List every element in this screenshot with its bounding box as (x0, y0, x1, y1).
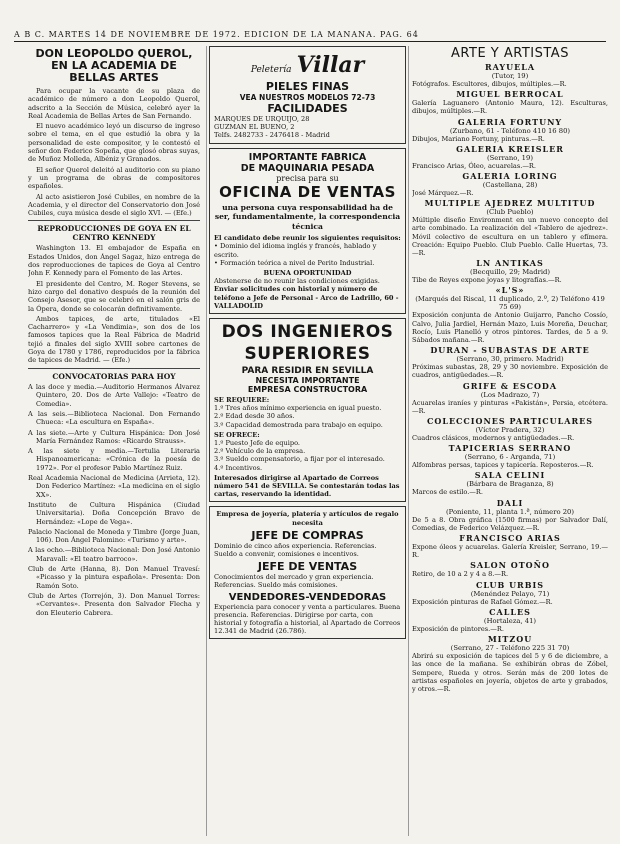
gallery-listing (412, 346, 608, 379)
gallery-listing (412, 145, 608, 170)
ad2-l3: PARA RESIDIR EN SEVILLA (241, 365, 374, 376)
ad1-l1: IMPORTANTE FABRICA (248, 151, 367, 163)
gallery-listing (412, 581, 608, 606)
gallery-address: (Club Pueblo) (486, 208, 534, 217)
fur-line6: Telfs. 2482733 - 2476418 - Madrid (214, 131, 330, 140)
gallery-text: Cuadros clásicos, modernos y antigüedades.—R. (412, 434, 575, 443)
fur-line5: GUZMAN EL BUENO, 2 (214, 123, 295, 132)
gallery-address: (Bárbara de Braganza, 8) (466, 480, 554, 489)
gallery-name: LN ANTIKAS (476, 258, 544, 269)
text-item: Real Academia Nacional de Medicina (Arrieta, 12). Don Federico Martínez: «La medicina en el siglo XX». (28, 474, 200, 499)
gallery-text: Próximas subastas, 28, 29 y 30 noviembre. Exposición de cuadros, antigüedades.—R. (412, 363, 608, 380)
gallery-text: José Márquez.—R. (412, 189, 474, 198)
divider (28, 368, 200, 369)
fur-line3: FACILIDADES (267, 102, 348, 115)
ad1-l4: OFICINA DE VENTAS (219, 182, 396, 201)
gallery-listing (412, 534, 608, 559)
ad1-l3: precisa para su (276, 173, 339, 183)
gallery-text: Marcos de estilo.—R. (412, 488, 483, 497)
text-item: Para ocupar la vacante de su plaza de académico de número a don Leopoldo Querol, adscrito a la Sección de Música, celebró ayer la Real Academia de Bellas Artes de San Fernando. (28, 87, 200, 120)
gallery-text: Exposición conjunta de Antonio Guijarro, Pancho Cossío, Calvo, Julia Jardiel, Hernán Mazo, Luis Moreña, Deuchar, Rocío, Luis Planelló y otros pintores. Tardes, de 5 a 9. Sábados mañana.—R. (412, 311, 608, 345)
ad3-l2: JEFE DE VENTAS (257, 560, 358, 574)
text-item: Instituto de Cultura Hispánica (Ciudad Universitaria). Doña Concepción Bravo de Hernández: «Lope de Vega». (28, 500, 200, 526)
gallery-name: GALERIA FORTUNY (457, 116, 563, 127)
gallery-name: DURAN - SUBASTAS DE ARTE (430, 345, 590, 356)
gallery-text: Retiro, de 10 a 2 y 4 a 8.—R. (412, 570, 509, 579)
engineers-ad (209, 318, 406, 502)
text-item: 3.º Capacidad demostrada para trabajo en equipo. (214, 420, 383, 429)
gallery-address: (Serrano, 27 - Teléfono 225 31 70) (450, 644, 570, 653)
fur-line1: PIELES FINAS (265, 80, 350, 93)
gallery-address: (Hortaleza, 41) (483, 616, 537, 625)
gallery-address: (Serrano, 30, primero. Madrid) (456, 355, 564, 364)
text-item: El nuevo académico leyó un discurso de ingreso sobre el tema, en el que estudió la obra y la personalidad de este compositor, y le contestó el señor don Federico Sopeña, que glosó obras suyas, de Muñoz Molleda, Albéniz y Granados. (28, 122, 200, 164)
gallery-listing (412, 382, 608, 415)
gallery-address: (Víctor Pradera, 32) (475, 426, 545, 435)
querol-article (28, 87, 200, 217)
gallery-listing (412, 471, 608, 496)
ad1-oferta-title: BUENA OPORTUNIDAD (263, 268, 352, 277)
gallery-name: TAPICERIAS SERRANO (448, 443, 572, 454)
ad2-contact: Interesados dirigirse al Apartado de Correos número 541 de SEVILLA. Se contestarán todas las cartas, reservando la identidad. (214, 473, 400, 499)
text-item: Club de Arte (Hanna, 8). Don Manuel Travesí: «Picasso y la pintura española». Presenta: Don Ramón Soto. (28, 565, 200, 590)
text-item: Club de Artes (Torrejón, 3). Don Manuel Torres: «Cervantes». Presenta don Salvador Flecha y don Eleuterio Cabrera. (28, 591, 200, 617)
text-item: • Formación teórica a nivel de Perito Industrial. (214, 258, 375, 267)
gallery-listing (412, 608, 608, 633)
galleries-list (412, 63, 608, 693)
gallery-text: De 5 a 8. Obra gráfica (1500 firmas) por Salvador Dalí, Comedias, de Federico Velázquez.—R. (412, 515, 608, 532)
column-ads (206, 46, 409, 836)
headline-goya: REPRODUCCIONES DE GOYA EN EL CENTRO KENNEDY (37, 224, 191, 242)
text-item: Palacio Nacional de Moneda y Timbre (Jorge Juan, 106). Don Ángel Palomino: «Turismo y arte». (28, 527, 200, 545)
gallery-name: GRIFE & ESCODA (462, 380, 558, 391)
gallery-text: Exposición pinturas de Rafael Gómez.—R. (412, 597, 553, 606)
gallery-name: GALERIA KREISLER (456, 143, 564, 154)
headline-querol: DON LEOPOLDO QUEROL, EN LA ACADEMIA DE BELLAS ARTES (35, 47, 193, 84)
fur-line2: VEA NUESTROS MODELOS 72-73 (239, 93, 376, 102)
gallery-address: (Menéndez Pelayo, 71) (470, 589, 550, 598)
text-item: 2.º Edad desde 30 años. (214, 412, 295, 421)
ad1-reqs (214, 242, 401, 267)
gallery-text: Alfombras persas, tapices y tapicería. Reposteros.—R. (412, 461, 594, 470)
ad3-t1: Dominio de cinco años experiencia. Referencias. Sueldo a convenir, comisiones e incentivos. (214, 541, 377, 558)
text-item: El presidente del Centro, M. Roger Stevens, se hizo cargo del donativo después de la reunión del Consejo Asesor, que se celebró en el salón gris de la Ópera, donde se colocarán definitivamente. (28, 279, 200, 313)
gallery-address: (Tutor, 19) (491, 72, 529, 80)
gallery-listing (412, 635, 608, 693)
text-item: Ambos tapices, de arte, titulados «El Cacharrero» y «La Vendimia», son dos de los famosos tapices que la Real Fábrica de Madrid tejió a finales del siglo XVIII sobre cartones de Goya de 1780 y 1786, reproducidos por la fábrica de tapices de Madrid. — (Efe.) (28, 314, 200, 365)
text-item: Washington 13. El embajador de España en Estados Unidos, don Ángel Sagaz, hizo entrega de dos reproducciones de tapices de Goya al Centro John F. Kennedy para el Fomento de las Artes. (28, 244, 200, 278)
gallery-address: (Becquillo, 29; Madrid) (469, 268, 551, 277)
text-item: 1.º Puesto Jefe de equipo. (214, 438, 301, 447)
gallery-listing (412, 63, 608, 88)
text-item: 3.º Sueldo compensatorio, a fijar por el interesado. (214, 455, 385, 464)
ad2-reqs (214, 404, 401, 429)
gallery-name: CLUB URBIS (476, 579, 544, 590)
gallery-address: (Serrano, 19) (487, 153, 533, 162)
gallery-name: MIGUEL BERROCAL (456, 89, 564, 100)
gallery-name: SALA CELINI (474, 470, 546, 481)
gallery-listing (412, 286, 608, 344)
text-item: Al acto asistieron José Cubiles, en nombre de la Academia, y el director del Conservatorio don José Cubiles, cuya música desde el siglo XVI. — (Efe.) (28, 192, 200, 218)
machinery-ad (209, 148, 406, 314)
gallery-text: Múltiple diseño Environment en un nuevo concepto del arte combinado. La realización del «Tablero de ajedrez». Móvil colectivo de escultura en un tablero y efímera. Creación: Equipo Pueblo. Club Pueblo. Calle Huertas, 73.—R. (412, 216, 608, 258)
gallery-text: Abrirá su exposición de tapices del 5 y 6 de diciembre, a las once de la mañana. Se exhibirán obras de Zóbel, Sempere, Rueda y otros. Serán más de 200 lotes de artistas españoles en joyería, objetos de arte y grabados, y otros.—R. (412, 652, 608, 693)
ad3-l3: VENDEDORES-VENDEDORAS (228, 591, 387, 603)
gallery-name: «L'S» (495, 285, 525, 296)
fur-brand-top: Peletería (250, 65, 292, 75)
gallery-listing (412, 417, 608, 442)
gallery-name: DALI (496, 497, 524, 508)
gallery-address: (Los Madrazo, 7) (480, 390, 540, 399)
ad2-l4: NECESITA IMPORTANTE (255, 375, 360, 385)
gallery-address: (Poniente, 11, planta 1.ª, número 20) (446, 507, 574, 516)
goya-article (28, 244, 200, 364)
gallery-listing (412, 499, 608, 532)
gallery-name: COLECCIONES PARTICULARES (426, 416, 594, 427)
gallery-address: (Castellana, 28) (482, 181, 538, 190)
gallery-text: Francisco Arias, Óleo, acuarelas.—R. (412, 161, 536, 170)
gallery-name: GALERIA LORING (462, 171, 558, 182)
fur-line4: MARQUES DE URQUIJO, 28 (214, 115, 310, 123)
gallery-listing (412, 444, 608, 469)
gallery-name: FRANCISCO ARIAS (459, 533, 561, 544)
gallery-text: Tibe de Reyes expone joyas y litografías.—R. (412, 276, 562, 285)
text-item: 4.º Incentivos. (214, 463, 263, 472)
column-arte (412, 46, 608, 836)
page-header: A B C. MARTES 14 DE NOVIEMBRE DE 1972. EDICION DE LA MAÑANA. PAG. 64 (14, 30, 606, 42)
gallery-listing (412, 172, 608, 197)
ad2-of-title: SE OFRECE: (214, 430, 260, 439)
ad2-l2: SUPERIORES (244, 343, 371, 364)
ad1-oferta: Abstenerse de no reunir las condiciones exigidas. (214, 277, 380, 286)
ad3-t3: Experiencia para conocer y venta a particulares. Buena presencia. Referencias. Dirigirse por carta, con historial y fotografía a historial, al Apartado de Correos 12.341 de Madrid (26.786). (214, 602, 401, 636)
gallery-name: RAYUELA (484, 62, 536, 72)
gallery-listing (412, 561, 608, 578)
gallery-text: Acuarelas iraníes y pinturas «Pakistán», Persia, etcétera.—R. (412, 398, 608, 415)
text-item: A las siete y media.—Tertulia Literaria Hispanoamericana: «Crónica de la poesía de 1972». Por el profesor Pablo Martínez Ruiz. (28, 447, 200, 472)
column-news (28, 46, 200, 836)
text-item: A las doce y media.—Auditorio Hermanos Álvarez Quintero, 20. Dos de Arte Vallejo: «Teatro de Comedia». (28, 383, 200, 408)
ad1-l2: DE MAQUINARIA PESADA (240, 162, 375, 174)
gallery-text: Galería Laguanero (Antonio Maura, 12). Esculturas, dibujos, múltiples.—R. (412, 99, 608, 116)
text-item: El señor Querol deleitó al auditorio con su piano y un programa de obras de compositores españoles. (28, 165, 200, 191)
ad1-contact: Enviar solicitudes con historial y número de teléfono a Jefe de Personal - Arco de Ladrillo, 60 - VALLADOLID (214, 285, 399, 310)
text-item: 1.º Tres años mínimo experiencia en igual puesto. (214, 404, 382, 413)
arte-title: ARTE Y ARTISTAS (451, 46, 569, 61)
fur-brand-main: Villar (296, 52, 365, 78)
text-item: 2.º Vehículo de la empresa. (214, 447, 306, 456)
ad2-l5: EMPRESA CONSTRUCTORA (247, 384, 368, 394)
gallery-listing (412, 199, 608, 257)
text-item: A las seis.—Biblioteca Nacional. Don Fernando Chueca: «La escultura en España». (28, 410, 200, 427)
gallery-address: (Marqués del Riscal, 11 duplicado, 2.º, 2) Teléfono 419 75 69) (415, 295, 605, 312)
fur-logo (214, 52, 401, 78)
gallery-listing (412, 90, 608, 115)
ad3-l1: JEFE DE COMPRAS (251, 528, 364, 542)
ad2-l1: DOS INGENIEROS (221, 321, 394, 342)
text-item: A las siete.—Arte y Cultura Hispánica: Don José María Fernández Ramos: «Ricardo Strauss». (28, 428, 200, 445)
gallery-name: SALON OTOÑO (470, 560, 550, 571)
ad1-req-title: El candidato debe reunir los siguientes requisitos: (214, 234, 401, 243)
ad3-intro: Empresa de joyería, platería y artículos de regalo necesita (216, 510, 399, 527)
ad2-req-title: SE REQUIERE: (214, 395, 270, 404)
text-item: • Dominio del idioma inglés y francés, hablado y escrito. (214, 242, 377, 259)
fur-ad (209, 46, 406, 144)
gallery-address: (Serrano, 6 - Arganda, 71) (464, 453, 556, 462)
gallery-text: Expone óleos y acuarelas. Galería Kreisler, Serrano, 19.—R. (412, 543, 608, 560)
ad1-l5: una persona cuya responsabilidad ha de ser, fundamentalmente, la correspondencia técnica (214, 202, 401, 231)
gallery-text: Exposición de pintores.—R. (412, 624, 504, 633)
gallery-listing (412, 259, 608, 284)
gallery-name: MITZOU (487, 634, 533, 645)
text-item: A las ocho.—Biblioteca Nacional: Don José Antonio Maravall: «El teatro barroco». (28, 546, 200, 563)
jewelry-ad (209, 506, 406, 639)
gallery-name: CALLES (489, 606, 531, 617)
gallery-name: MULTIPLE AJEDREZ MULTITUD (424, 198, 596, 209)
headline-convocatorias: CONVOCATORIAS PARA HOY (52, 371, 176, 381)
gallery-listing (412, 118, 608, 143)
convocatorias-list (28, 383, 200, 617)
ad2-ofs (214, 439, 401, 472)
ad3-t2: Conocimientos del mercado y gran experiencia. Referencias. Sueldo más comisiones. (214, 573, 374, 590)
divider (28, 220, 200, 221)
gallery-text: Fotógrafos. Escultores, dibujos, múltiples.—R. (412, 80, 567, 88)
gallery-address: (Zurbano, 61 - Teléfono 410 16 80) (449, 126, 571, 135)
gallery-text: Dibujos, Mariano Fortuny, pinturas.—R. (412, 134, 545, 143)
